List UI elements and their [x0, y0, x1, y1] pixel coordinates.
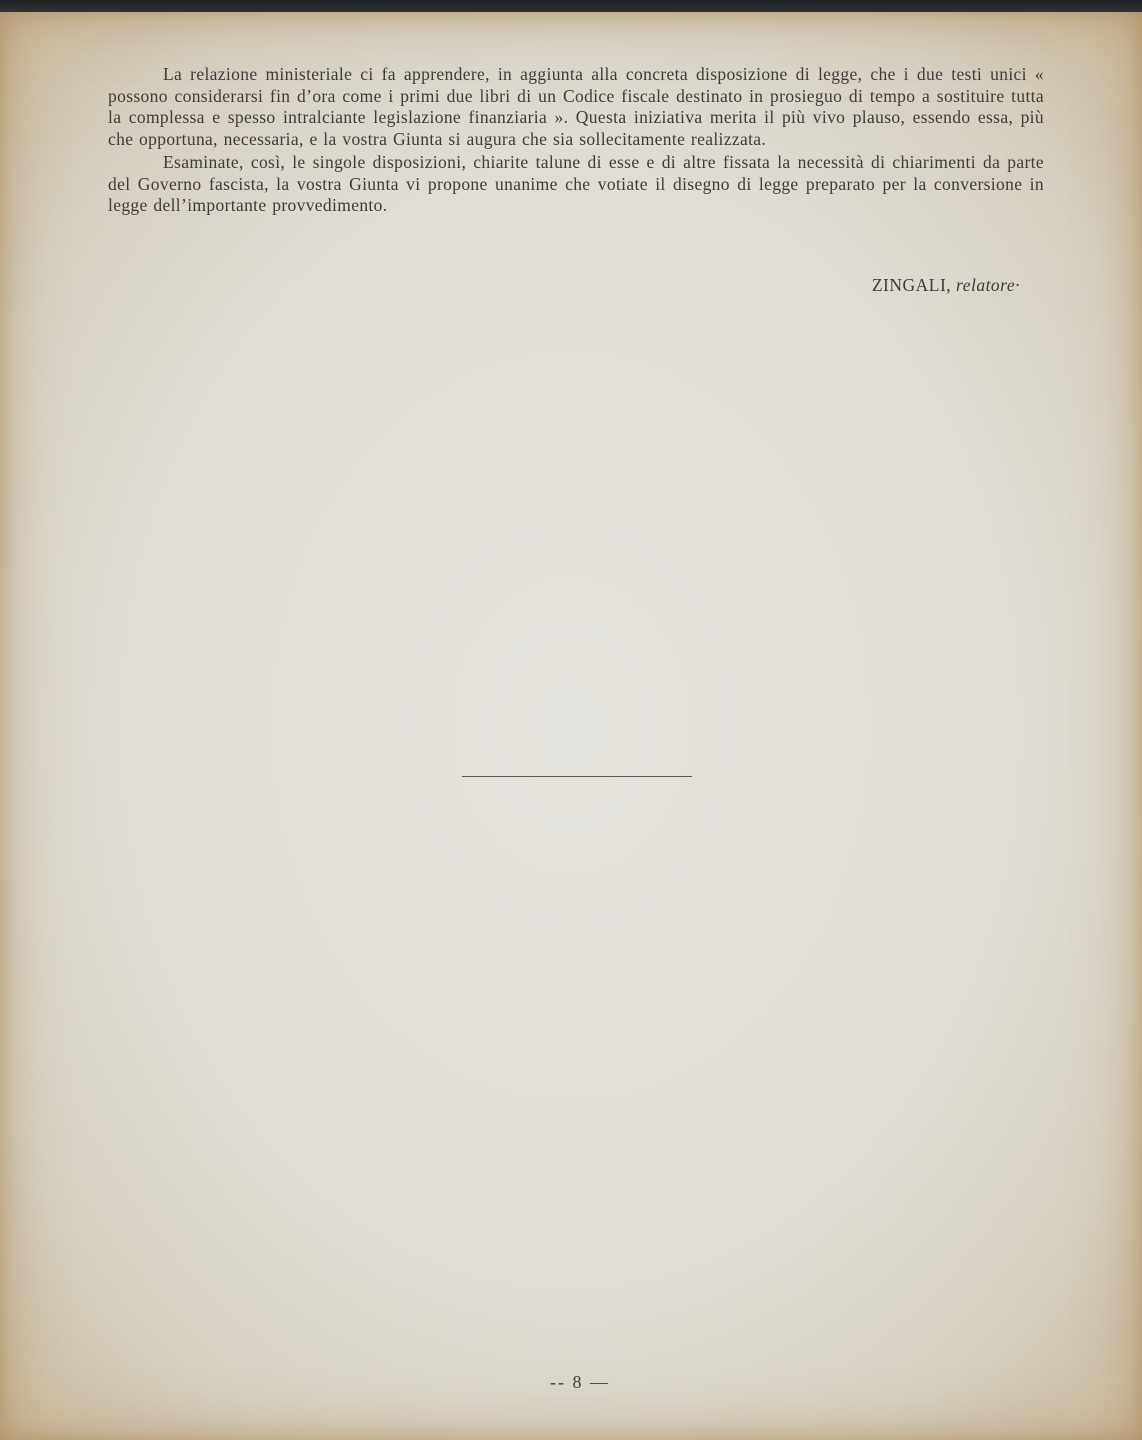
signature-role: relatore·	[956, 275, 1020, 295]
signature	[700, 275, 1020, 296]
body-text	[108, 64, 1044, 217]
page-number: -- 8 —	[550, 1372, 610, 1392]
paragraph-1: La relazione ministeriale ci fa apprendere, in aggiunta alla concreta disposizione di legge, che i due testi unici « possono considerarsi fin d’ora come i primi due libri di un Codice fiscale destinato in prosieguo di tempo a sostituire tutta la complessa e spesso intralciante legislazione finanziaria ». Questa iniziativa merita il più vivo plauso, essendo essa, più che opportuna, necessaria, e la vostra Giunta si augura che sia sollecitamente realizzata.	[108, 64, 1044, 149]
document-page	[0, 12, 1142, 1440]
separator-rule	[462, 776, 692, 777]
paragraph-2: Esaminate, così, le singole disposizioni, chiarite talune di esse e di altre fissata la necessità di chiarimenti da parte del Governo fascista, la vostra Giunta vi propone unanime che votiate il disegno di legge preparato per la conversione in legge dell’importante provvedimento.	[108, 152, 1044, 215]
signature-name: ZINGALI,	[871, 275, 952, 295]
